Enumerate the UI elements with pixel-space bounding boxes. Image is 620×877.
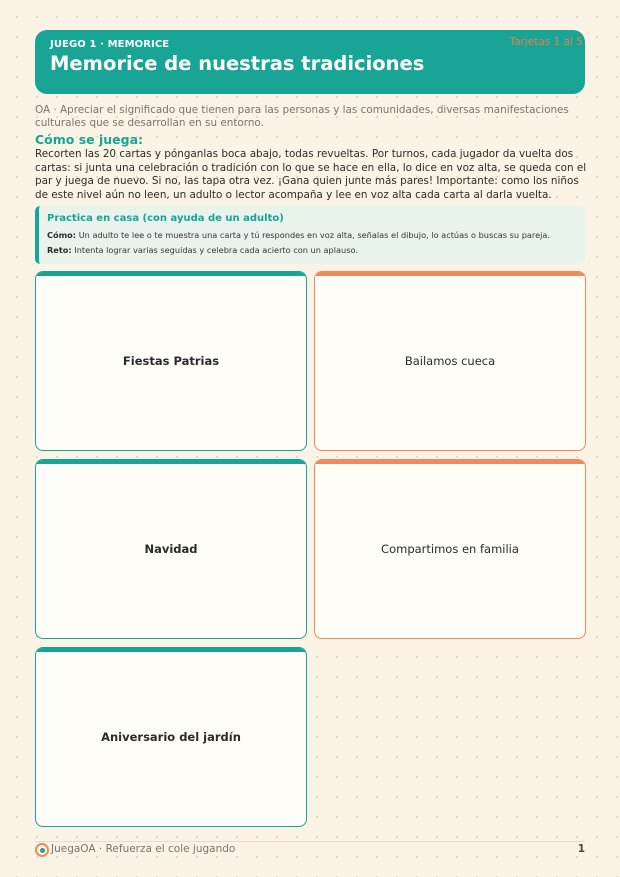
how-to-play-text: Recorten las 20 cartas y pónganlas boca abajo, todas revueltas. Por turnos, cada jugador da vuelta dos cartas: si junta una celebración o tradición con lo que se hace en ella, lo dice en voz alta, se queda con el par y juega de nuevo. Si no, las tapa otra vez. ¡Gana quien junte más pares! Importante: como los niños de este nivel aún no leen, un adulto o lector acompaña y lee en voz alta cada carta al darla vuelta. [35,148,587,201]
page-header [35,30,585,94]
practice-how-line [47,230,577,240]
card-celebration-2[interactable] [35,459,307,639]
page-number: 1 [577,843,585,855]
card-activity-2[interactable] [314,459,586,639]
card-label: Navidad [144,542,198,556]
card-celebration-3[interactable] [35,647,307,827]
cards-range-badge: Tarjetas 1 al 5 [509,36,583,48]
learning-objective: OA · Apreciar el significado que tienen para las personas y las comunidades, diversas manifestaciones culturales que se desarrollan en su entorno. [35,104,569,129]
card-activity-1[interactable] [314,271,586,451]
practice-how-text: Un adulto te lee o te muestra una carta y tú respondes en voz alta, señalas el dibujo, lo actúas o buscas su pareja. [78,230,551,240]
practice-at-home-box [35,206,585,264]
practice-title: Practica en casa (con ayuda de un adulto) [47,213,284,224]
practice-how-label: Cómo: [47,230,77,240]
card-label: Bailamos cueca [404,354,496,368]
card-label: Fiestas Patrias [122,354,220,368]
game-kicker: JUEGO 1 · MEMORICE [50,39,170,50]
card-celebration-1[interactable] [35,271,307,451]
footer-brand: JuegaOA · Refuerza el cole jugando [51,843,236,855]
practice-challenge-label: Reto: [47,245,72,255]
how-to-play-title: Cómo se juega: [35,132,144,147]
page-title: Memorice de nuestras tradiciones [50,52,425,75]
card-label: Compartimos en familia [381,542,519,556]
practice-challenge-text: Intenta lograr varias seguidas y celebra cada acierto con un aplauso. [74,245,358,255]
brand-logo-icon [35,843,49,857]
footer-divider [35,841,585,842]
practice-challenge-line [47,245,577,255]
card-label: Aniversario del jardín [101,730,241,744]
